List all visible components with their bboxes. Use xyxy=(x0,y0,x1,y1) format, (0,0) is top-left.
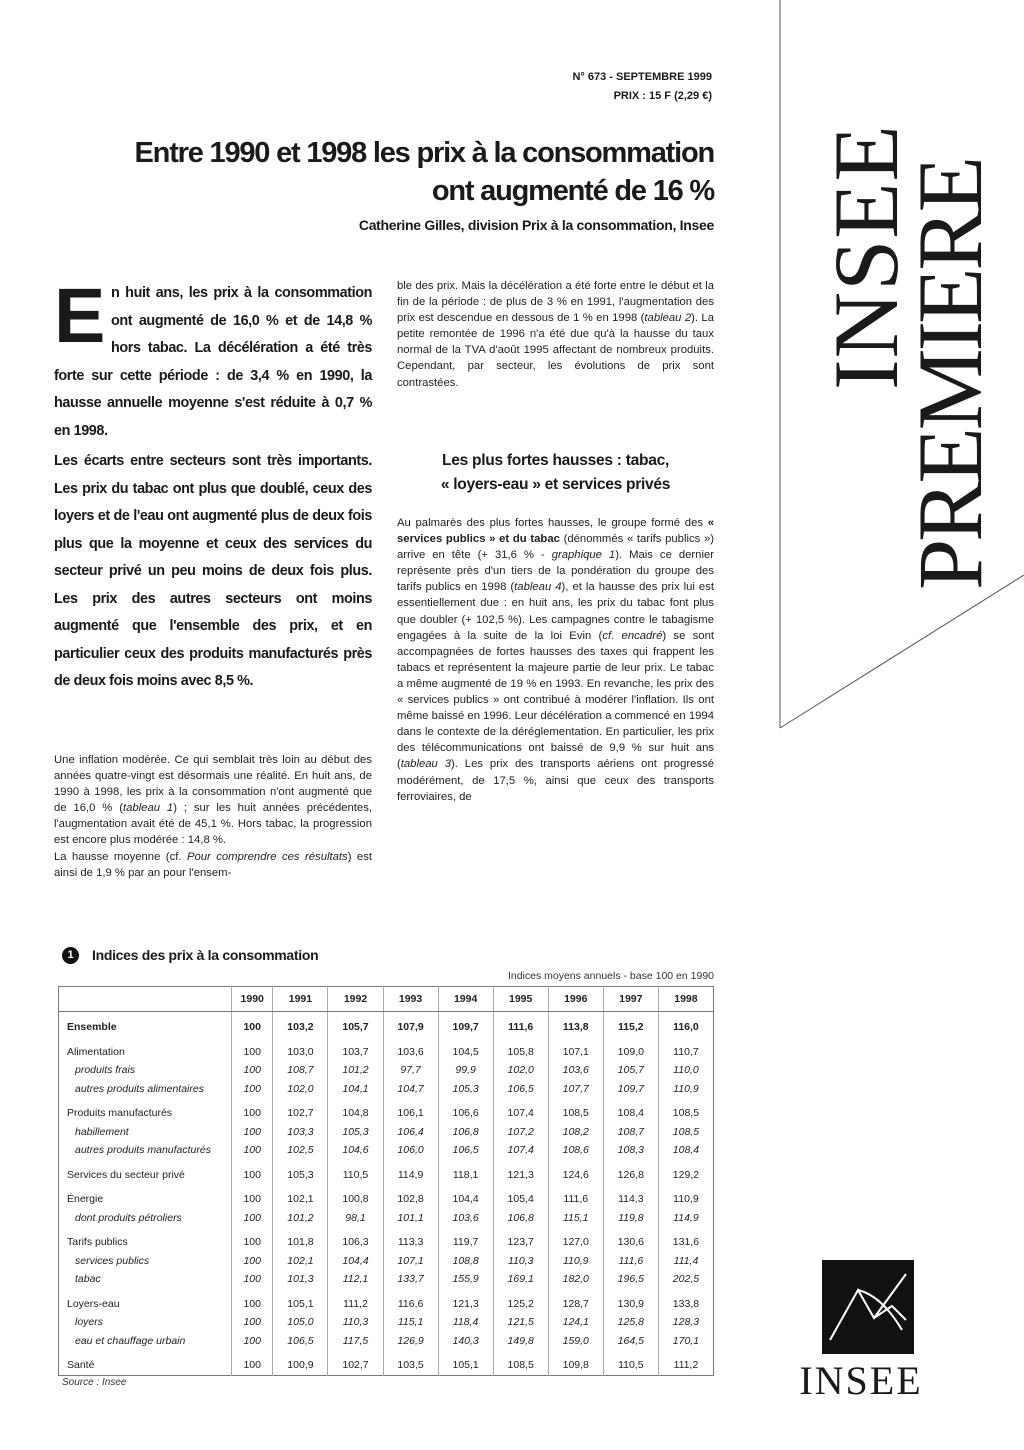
table-row-label: services publics xyxy=(75,1254,150,1267)
table-row-label: habillement xyxy=(75,1125,129,1138)
brand-insee-wordmark: INSEE xyxy=(815,124,917,390)
table-cell: 102,5 xyxy=(273,1141,328,1160)
table-cell: 108,2 xyxy=(548,1123,603,1142)
table-cell: 155,9 xyxy=(438,1270,493,1289)
table-cell: 104,1 xyxy=(328,1080,383,1099)
table-cell: 101,2 xyxy=(328,1061,383,1080)
table-cell: 108,7 xyxy=(273,1061,328,1080)
table-row xyxy=(59,1184,714,1209)
author-line: Catherine Gilles, division Prix à la consommation, Insee xyxy=(358,217,714,233)
table-cell: 108,8 xyxy=(438,1252,493,1271)
table-row-label: eau et chauffage urbain xyxy=(75,1334,186,1347)
table-header-year: 1992 xyxy=(328,987,383,1012)
table-cell: 110,3 xyxy=(328,1313,383,1332)
table-cell: 102,1 xyxy=(273,1252,328,1271)
table-cell: 106,8 xyxy=(438,1123,493,1142)
table-cell: 128,7 xyxy=(548,1289,603,1314)
table-cell: 105,1 xyxy=(273,1289,328,1314)
table-cell: 106,3 xyxy=(328,1227,383,1252)
table-cell: 103,6 xyxy=(383,1037,438,1062)
table-cell: 99,9 xyxy=(438,1061,493,1080)
table-cell: 109,8 xyxy=(548,1350,603,1375)
table-row-label: tabac xyxy=(75,1273,101,1286)
lead-summary xyxy=(54,273,372,696)
body-column-2-top xyxy=(397,278,714,391)
table-cell: 114,3 xyxy=(603,1184,658,1209)
table-cell: 103,5 xyxy=(383,1350,438,1375)
table-cell: 140,3 xyxy=(438,1332,493,1351)
table-cell: 108,6 xyxy=(548,1141,603,1160)
table-cell: 100 xyxy=(232,1080,273,1099)
table-title: Indices des prix à la consommation xyxy=(92,947,319,963)
table-cell: 102,7 xyxy=(328,1350,383,1375)
body-column-2-bottom xyxy=(397,515,714,805)
table-cell: 100 xyxy=(232,1160,273,1185)
table-cell: 123,7 xyxy=(493,1227,548,1252)
table-cell: 104,5 xyxy=(438,1037,493,1062)
insee-logo-text: INSEE xyxy=(799,1358,923,1403)
table-cell: 111,2 xyxy=(328,1289,383,1314)
table-row-label: dont produits pétroliers xyxy=(75,1211,182,1224)
table-cell: 111,6 xyxy=(603,1252,658,1271)
table-cell: 104,8 xyxy=(328,1098,383,1123)
table-cell: 101,8 xyxy=(273,1227,328,1252)
body-bold: « services publics » et du tabac xyxy=(397,517,714,546)
table-cell: 124,1 xyxy=(548,1313,603,1332)
body-ref: tableau 4 xyxy=(514,581,562,594)
table-cell: 117,5 xyxy=(328,1332,383,1351)
table-cell: 102,8 xyxy=(383,1184,438,1209)
table-cell: 100 xyxy=(232,1313,273,1332)
table-cell: 104,4 xyxy=(328,1252,383,1271)
table-cell: 108,5 xyxy=(548,1098,603,1123)
table-cell: 107,1 xyxy=(383,1252,438,1271)
table-cell: 103,6 xyxy=(548,1061,603,1080)
body-ref: graphique 1 xyxy=(551,549,616,562)
table-row-label: Énergie xyxy=(67,1193,104,1206)
table-header-label xyxy=(59,987,232,1012)
body-ref: tableau 2 xyxy=(644,312,692,325)
table-cell: 109,7 xyxy=(438,1012,493,1037)
table-cell: 126,8 xyxy=(603,1160,658,1185)
table-cell: 100 xyxy=(232,1012,273,1037)
body-text: Une inflation modérée. Ce qui semblait très loin au début des années quatre-vingt est désormais une réalité. En huit ans, de 1990 à 1998, les prix à la consommation n'ont augmenté que de 16,0 % ( xyxy=(54,754,372,815)
table-cell: 129,2 xyxy=(658,1160,713,1185)
table-cell: 105,3 xyxy=(273,1160,328,1185)
table-cell: 111,6 xyxy=(548,1184,603,1209)
table-cell: 126,9 xyxy=(383,1332,438,1351)
table-cell: 116,0 xyxy=(658,1012,713,1037)
table-cell: 119,7 xyxy=(438,1227,493,1252)
table-cell: 100,9 xyxy=(273,1350,328,1375)
table-cell: 105,3 xyxy=(328,1123,383,1142)
body-text: ) se sont accompagnées de fortes hausses des taxes qui frappent les tabacs et représentent la majeure partie de leur prix. Le tabac a même augmenté de 19 % en 1993. En revanche, les prix des « services publics » ont contribué à modérer l'inflation. Ils ont même baissé en 1996. Leur décélération a commencé en 1994 dans le contexte de la déréglementation. En particulier, les prix des télécommunications ont baissé de 9,9 % sur huit ans ( xyxy=(397,629,714,771)
table-cell: 108,7 xyxy=(603,1123,658,1142)
body-text: ), et la hausse des prix lui est essentiellement due : en huit ans, les prix du tabac font plus que doubler (+ 102,5 %). Les campagnes contre le tabagisme engagées à la suite de la loi Evin ( xyxy=(397,581,714,642)
table-cell: 128,3 xyxy=(658,1313,713,1332)
table-header-year: 1998 xyxy=(658,987,713,1012)
table-cell: 100 xyxy=(232,1184,273,1209)
table-cell: 107,4 xyxy=(493,1141,548,1160)
table-row xyxy=(59,1012,714,1037)
table-cell: 127,0 xyxy=(548,1227,603,1252)
table-row-label: autres produits alimentaires xyxy=(75,1082,204,1095)
table-cell: 124,6 xyxy=(548,1160,603,1185)
table-cell: 115,1 xyxy=(548,1209,603,1228)
table-cell: 108,5 xyxy=(658,1098,713,1123)
table-row-label: Ensemble xyxy=(67,1021,117,1034)
table-cell: 107,1 xyxy=(548,1037,603,1062)
table-cell: 105,8 xyxy=(493,1037,548,1062)
table-cell: 164,5 xyxy=(603,1332,658,1351)
table-cell: 100 xyxy=(232,1270,273,1289)
table-row xyxy=(59,1209,714,1228)
table-header-year: 1993 xyxy=(383,987,438,1012)
table-cell: 130,6 xyxy=(603,1227,658,1252)
table-row-label: Loyers-eau xyxy=(67,1297,120,1310)
table-row-label: Produits manufacturés xyxy=(67,1107,173,1120)
table-cell: 159,0 xyxy=(548,1332,603,1351)
table-row-label: loyers xyxy=(75,1316,104,1329)
table-row xyxy=(59,1252,714,1271)
table-cell: 107,4 xyxy=(493,1098,548,1123)
table-cell: 101,1 xyxy=(383,1209,438,1228)
table-cell: 103,7 xyxy=(328,1037,383,1062)
table-cell: 114,9 xyxy=(658,1209,713,1228)
table-cell: 121,3 xyxy=(493,1160,548,1185)
body-text: (dénommés « tarifs publics ») arrive en tête (+ 31,6 % - xyxy=(397,533,715,562)
table-cell: 105,7 xyxy=(603,1061,658,1080)
lead-paragraph-1: n huit ans, les prix à la consommation ont augmenté de 16,0 % et de 14,8 % hors tabac. La décélération a été très forte sur cette période : de 3,4 % en 1990, la hausse annuelle moyenne s'est réduite à 0,7 % en 1998. xyxy=(54,285,372,439)
table-cell: 125,2 xyxy=(493,1289,548,1314)
brand-premiere-wordmark: PREMIERE xyxy=(899,159,1001,590)
table-row xyxy=(59,1037,714,1062)
body-text: Au palmarès des plus fortes hausses, le groupe formé des xyxy=(397,517,708,529)
table-row-label: Santé xyxy=(67,1359,95,1372)
table-cell: 101,2 xyxy=(273,1209,328,1228)
table-cell: 103,2 xyxy=(273,1012,328,1037)
table-cell: 118,1 xyxy=(438,1160,493,1185)
table-row xyxy=(59,1270,714,1289)
body-text: ) ; sur les huit années précédentes, l'augmentation avait été de 45,1 %. Hors tabac, la progression est encore plus modérée : 14,8 %. xyxy=(54,802,373,847)
table-header-year: 1995 xyxy=(493,987,548,1012)
table-cell: 110,3 xyxy=(493,1252,548,1271)
section-heading-line1: Les plus fortes hausses : tabac, xyxy=(442,452,669,469)
table-cell: 115,1 xyxy=(383,1313,438,1332)
body-ref: tableau 1 xyxy=(122,802,174,815)
table-row xyxy=(59,1098,714,1123)
table-cell: 125,8 xyxy=(603,1313,658,1332)
page-title-line2: ont augmenté de 16 % xyxy=(431,175,714,207)
table-cell: 104,7 xyxy=(383,1080,438,1099)
table-row-label: Services du secteur privé xyxy=(67,1168,185,1181)
table-cell: 182,0 xyxy=(548,1270,603,1289)
table-row xyxy=(59,1313,714,1332)
table-cell: 196,5 xyxy=(603,1270,658,1289)
table-cell: 113,8 xyxy=(548,1012,603,1037)
table-cell: 111,4 xyxy=(658,1252,713,1271)
table-cell: 121,5 xyxy=(493,1313,548,1332)
table-cell: 112,1 xyxy=(328,1270,383,1289)
table-cell: 115,2 xyxy=(603,1012,658,1037)
table-cell: 100 xyxy=(232,1289,273,1314)
table-cell: 119,8 xyxy=(603,1209,658,1228)
table-cell: 103,3 xyxy=(273,1123,328,1142)
table-cell: 104,4 xyxy=(438,1184,493,1209)
table-cell: 116,6 xyxy=(383,1289,438,1314)
table-cell: 130,9 xyxy=(603,1289,658,1314)
table-header-year: 1996 xyxy=(548,987,603,1012)
table-cell: 108,4 xyxy=(603,1098,658,1123)
table-cell: 113,3 xyxy=(383,1227,438,1252)
body-column-1 xyxy=(54,752,372,881)
table-header-year: 1994 xyxy=(438,987,493,1012)
table-cell: 100 xyxy=(232,1209,273,1228)
table-cell: 110,9 xyxy=(658,1080,713,1099)
table-header-year: 1990 xyxy=(232,987,273,1012)
body-text: ble des prix. Mais la décélération a été forte entre le début et la fin de la période : de plus de 3 % en 1991, l'augmentation des prix est descendue en dessous de 1 % en 1998 ( xyxy=(397,280,714,325)
table-cell: 100 xyxy=(232,1061,273,1080)
table-cell: 102,1 xyxy=(273,1184,328,1209)
table-cell: 106,8 xyxy=(493,1209,548,1228)
table-header-row xyxy=(59,987,714,1012)
table-cell: 169,1 xyxy=(493,1270,548,1289)
table-header-year: 1997 xyxy=(603,987,658,1012)
table-cell: 107,7 xyxy=(548,1080,603,1099)
table-row-label: produits frais xyxy=(75,1064,136,1077)
table-cell: 121,3 xyxy=(438,1289,493,1314)
table-cell: 97,7 xyxy=(383,1061,438,1080)
body-text: ). Mais ce dernier représente près d'un tiers de la pondération du groupe des tarifs publics en 1998 ( xyxy=(397,549,714,594)
table-cell: 106,6 xyxy=(438,1098,493,1123)
issue-number: N° 673 - SEPTEMBRE 1999 xyxy=(572,71,712,83)
insee-logo-icon xyxy=(822,1260,914,1354)
body-text: ). Les prix des transports aériens ont progressé modérément, de 17,5 %, ainsi que ceux des transports ferroviaires, de xyxy=(397,758,715,803)
table-body xyxy=(59,1012,714,1376)
table-cell: 103,0 xyxy=(273,1037,328,1062)
table-cell: 100 xyxy=(232,1332,273,1351)
table-header-year: 1991 xyxy=(273,987,328,1012)
table-cell: 109,7 xyxy=(603,1080,658,1099)
table-cell: 100 xyxy=(232,1252,273,1271)
table-row xyxy=(59,1123,714,1142)
table-cell: 108,3 xyxy=(603,1141,658,1160)
table-row-label: Tarifs publics xyxy=(67,1236,128,1249)
table-cell: 110,9 xyxy=(548,1252,603,1271)
table-cell: 103,6 xyxy=(438,1209,493,1228)
dropcap-letter: E xyxy=(54,273,105,359)
issue-price: PRIX : 15 F (2,29 €) xyxy=(613,90,712,102)
table-row-label: Alimentation xyxy=(67,1045,125,1058)
table-cell: 106,5 xyxy=(273,1332,328,1351)
table-cell: 102,0 xyxy=(273,1080,328,1099)
table-cell: 100 xyxy=(232,1350,273,1375)
body-ref: Pour comprendre ces résultats xyxy=(186,850,348,863)
table-cell: 105,0 xyxy=(273,1313,328,1332)
table-row-label: autres produits manufacturés xyxy=(75,1144,211,1157)
table-cell: 100 xyxy=(232,1098,273,1123)
table-cell: 100 xyxy=(232,1123,273,1142)
table-cell: 106,5 xyxy=(438,1141,493,1160)
table-cell: 149,8 xyxy=(493,1332,548,1351)
body-ref: cf. encadré xyxy=(602,629,663,642)
table-cell: 100 xyxy=(232,1227,273,1252)
table-cell: 111,6 xyxy=(493,1012,548,1037)
table-source: Source : Insee xyxy=(62,1377,127,1388)
table-cell: 114,9 xyxy=(383,1160,438,1185)
section-heading-line2: « loyers-eau » et services privés xyxy=(440,476,671,493)
table-cell: 110,9 xyxy=(658,1184,713,1209)
table-cell: 100 xyxy=(232,1037,273,1062)
table-row xyxy=(59,1227,714,1252)
table-cell: 106,0 xyxy=(383,1141,438,1160)
table-cell: 107,9 xyxy=(383,1012,438,1037)
table-cell: 110,5 xyxy=(328,1160,383,1185)
table-row xyxy=(59,1160,714,1185)
page-title-line1: Entre 1990 et 1998 les prix à la consommation xyxy=(134,137,714,169)
body-text: ). La petite remontée de 1996 n'a été due qu'à la hausse du taux normal de la TVA d'août 1995 affectant de nombreux produits. Cependant, par secteur, les évolutions de prix sont contrastées. xyxy=(397,312,714,389)
table-cell: 110,7 xyxy=(658,1037,713,1062)
table-cell: 105,4 xyxy=(493,1184,548,1209)
table-row xyxy=(59,1141,714,1160)
table-cell: 98,1 xyxy=(328,1209,383,1228)
body-ref: tableau 3 xyxy=(400,758,452,771)
table-row xyxy=(59,1061,714,1080)
table-row xyxy=(59,1332,714,1351)
table-row xyxy=(59,1289,714,1314)
table-cell: 118,4 xyxy=(438,1313,493,1332)
table-cell: 106,1 xyxy=(383,1098,438,1123)
table-row xyxy=(59,1350,714,1375)
body-text: ) est ainsi de 1,9 % par an pour l'ensem- xyxy=(54,850,372,879)
table-cell: 102,0 xyxy=(493,1061,548,1080)
table-cell: 108,5 xyxy=(493,1350,548,1375)
table-cell: 133,7 xyxy=(383,1270,438,1289)
table-cell: 170,1 xyxy=(658,1332,713,1351)
table-note: Indices moyens annuels - base 100 en 1990 xyxy=(507,970,714,982)
table-cell: 105,3 xyxy=(438,1080,493,1099)
table-cell: 108,5 xyxy=(658,1123,713,1142)
table-cell: 107,2 xyxy=(493,1123,548,1142)
table-cell: 104,6 xyxy=(328,1141,383,1160)
table-cell: 102,7 xyxy=(273,1098,328,1123)
table-row xyxy=(59,1080,714,1099)
section-heading xyxy=(397,449,714,497)
table-cell: 131,6 xyxy=(658,1227,713,1252)
table-cell: 105,7 xyxy=(328,1012,383,1037)
table-cell: 105,1 xyxy=(438,1350,493,1375)
table-cell: 108,4 xyxy=(658,1141,713,1160)
table-cell: 133,8 xyxy=(658,1289,713,1314)
table-cell: 100 xyxy=(232,1141,273,1160)
table-cell: 109,0 xyxy=(603,1037,658,1062)
table-cell: 110,0 xyxy=(658,1061,713,1080)
table-cell: 202,5 xyxy=(658,1270,713,1289)
table-cell: 106,4 xyxy=(383,1123,438,1142)
lead-paragraph-2: Les écarts entre secteurs sont très importants. Les prix du tabac ont plus que doublé, ceux des loyers et de l'eau ont augmenté plus de deux fois plus que la moyenne et ceux des services du secteur privé un peu moins de deux fois plus. Les prix des autres secteurs ont moins augmenté que l'ensemble des prix, et en particulier ceux des produits manufacturés près de deux fois moins avec 8,5 %. xyxy=(54,453,372,689)
table-cell: 101,3 xyxy=(273,1270,328,1289)
table-cell: 100,8 xyxy=(328,1184,383,1209)
table-cell: 110,5 xyxy=(603,1350,658,1375)
table-number-badge: 1 xyxy=(62,947,79,964)
price-index-table xyxy=(58,986,714,1376)
table-cell: 111,2 xyxy=(658,1350,713,1375)
body-text: La hausse moyenne (cf. xyxy=(54,850,187,863)
table-cell: 106,5 xyxy=(493,1080,548,1099)
